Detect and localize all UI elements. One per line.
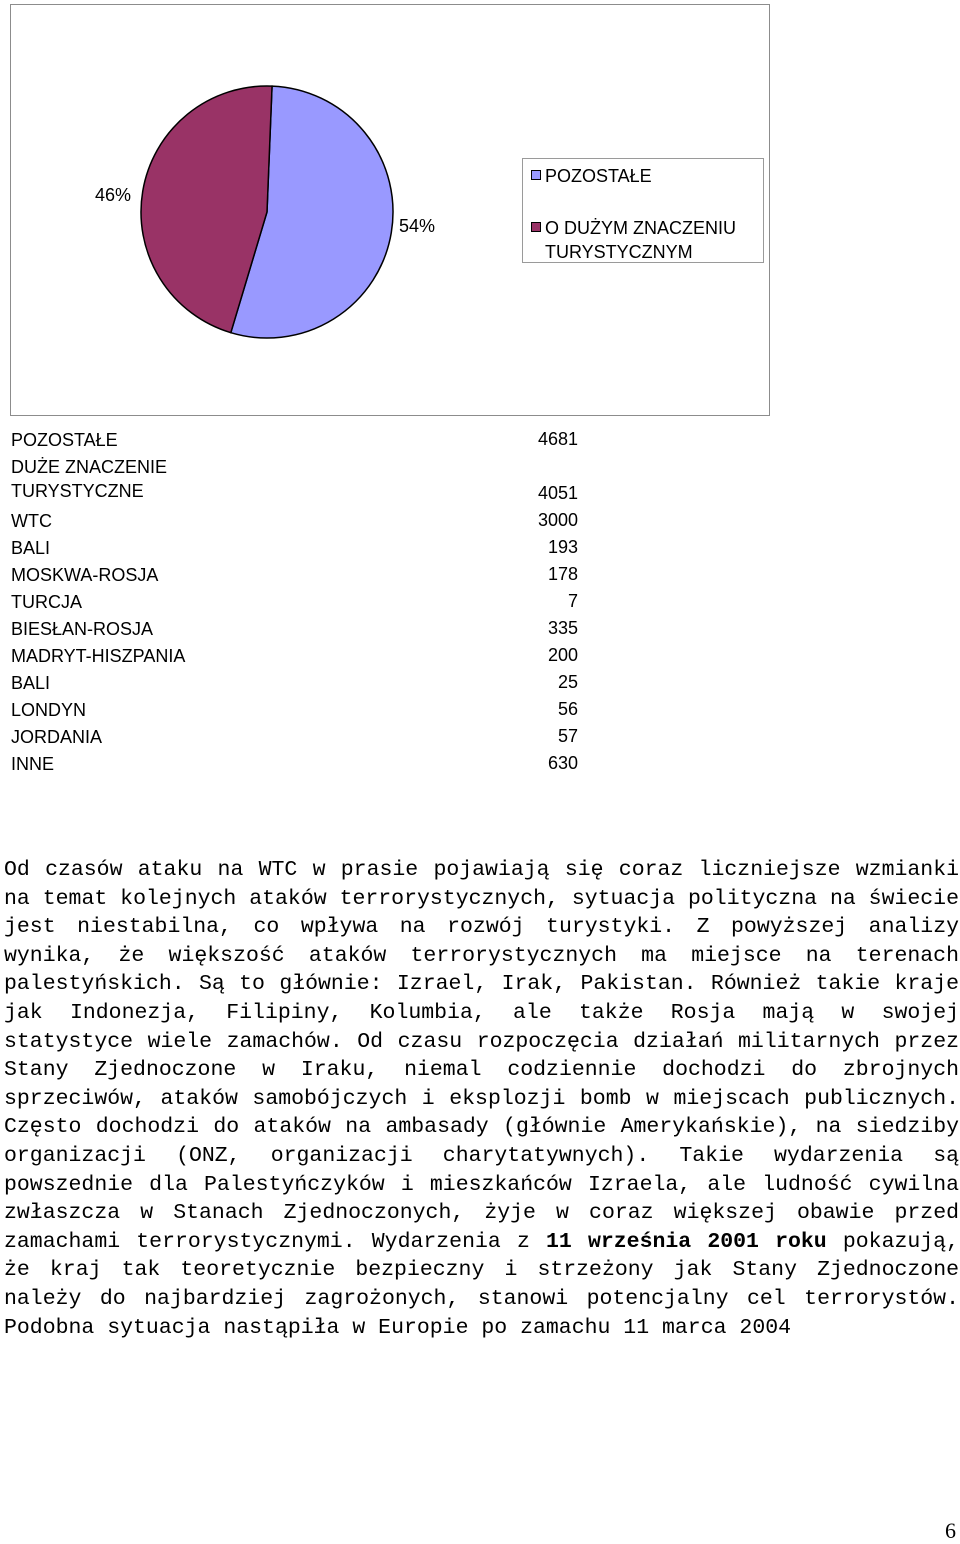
legend-swatch-other <box>531 170 541 180</box>
table-row <box>11 723 578 750</box>
table-row <box>11 615 578 642</box>
data-table <box>11 426 578 777</box>
body-text-part1: Od czasów ataku na WTC w prasie pojawiają się coraz liczniejsze wzmianki na temat kolejnych ataków terrorystycznych, sytuacja polityczna na świecie jest niestabilna, co wpływa na rozwój turystyki. Z powyższej analizy wynika, że większość ataków terrorystycznych ma miejsce na terenach palestyńskich. Są to głównie: Izrael, Irak, Pakistan. Również takie kraje jak Indonezja, Filipiny, Kolumbia, ale także Rosja mają w swojej statystyce wiele zamachów. Od czasu rozpoczęcia działań militarnych przez Stany Zjednoczone w Iraku, niemal codziennie dochodzi do zbrojnych sprzeciwów, ataków samobójczych i eksplozji bomb w miejscach publicznych. Często dochodzi do ataków na ambasady (głównie Amerykańskie), na siedziby organizacji (ONZ, organizacji charytatywnych). Takie wydarzenia są powszednie dla Palestyńczyków i mieszkańców Izraela, ale ludność cywilna zwłaszcza w Stanach Zjednoczonych, żyje w coraz większej obawie przed zamachami terrorystycznymi. Wydarzenia z <box>4 858 959 1254</box>
table-row-label: MOSKWA-ROSJA <box>11 565 159 585</box>
table-row-value: 3000 <box>537 510 578 530</box>
table-row-label: WTC <box>11 511 52 531</box>
legend-swatch-tourist <box>531 222 541 232</box>
table-row <box>11 669 578 696</box>
table-row-value: 56 <box>557 699 578 719</box>
table-row-label: POZOSTAŁE <box>11 430 118 450</box>
page-number: 6 <box>945 1518 956 1543</box>
table-row-label: TURCJA <box>11 592 82 612</box>
table-row-label: DUŻE ZNACZENIE TURYSTYCZNE <box>11 457 168 501</box>
chart-area <box>10 4 770 416</box>
slice-label-tourist: 46% <box>95 185 132 205</box>
body-paragraph <box>4 856 959 1342</box>
table-row <box>11 696 578 723</box>
legend-label-other: POZOSTAŁE <box>545 166 652 186</box>
body-text-part2: pokazują, że kraj tak teoretycznie bezpieczny i strzeżony jak Stany Zjednoczone należy do najbardziej zagrożonych, stanowi potencjalny cel terrorystów. Podobna sytuacja nastąpiła w Europie po zamachu 11 marca 2004 <box>4 1229 959 1340</box>
table-row-value: 178 <box>547 564 578 584</box>
body-bold-date: 11 września 2001 roku <box>546 1229 827 1254</box>
table-row <box>11 426 578 453</box>
table-row <box>11 750 578 777</box>
table-row-label: INNE <box>11 754 55 774</box>
chart-legend <box>522 158 764 263</box>
table-row-label: BALI <box>11 673 51 693</box>
table-row <box>11 561 578 588</box>
table-row-value: 630 <box>547 753 578 773</box>
table-row <box>11 453 578 507</box>
table-row-label: LONDYN <box>11 700 87 720</box>
table-row-label: BIESŁAN-ROSJA <box>11 619 154 639</box>
table-row-value: 200 <box>547 645 578 665</box>
table-row-label: BALI <box>11 538 51 558</box>
table-row-value: 335 <box>547 618 578 638</box>
table-row-value: 57 <box>557 726 578 746</box>
table-row <box>11 507 578 534</box>
table-row-value: 7 <box>567 591 578 611</box>
table-row-value: 4681 <box>537 429 578 449</box>
table-row <box>11 642 578 669</box>
table-row <box>11 588 578 615</box>
table-row-value: 25 <box>557 672 578 692</box>
table-row-value: 193 <box>547 537 578 557</box>
legend-label-tourist: O DUŻYM ZNACZENIU TURYSTYCZNYM <box>545 218 736 262</box>
table-row-label: JORDANIA <box>11 727 103 747</box>
table-row <box>11 534 578 561</box>
table-row-value: 4051 <box>537 483 578 503</box>
slice-label-other: 54% <box>399 216 436 236</box>
table-row-label: MADRYT-HISZPANIA <box>11 646 186 666</box>
